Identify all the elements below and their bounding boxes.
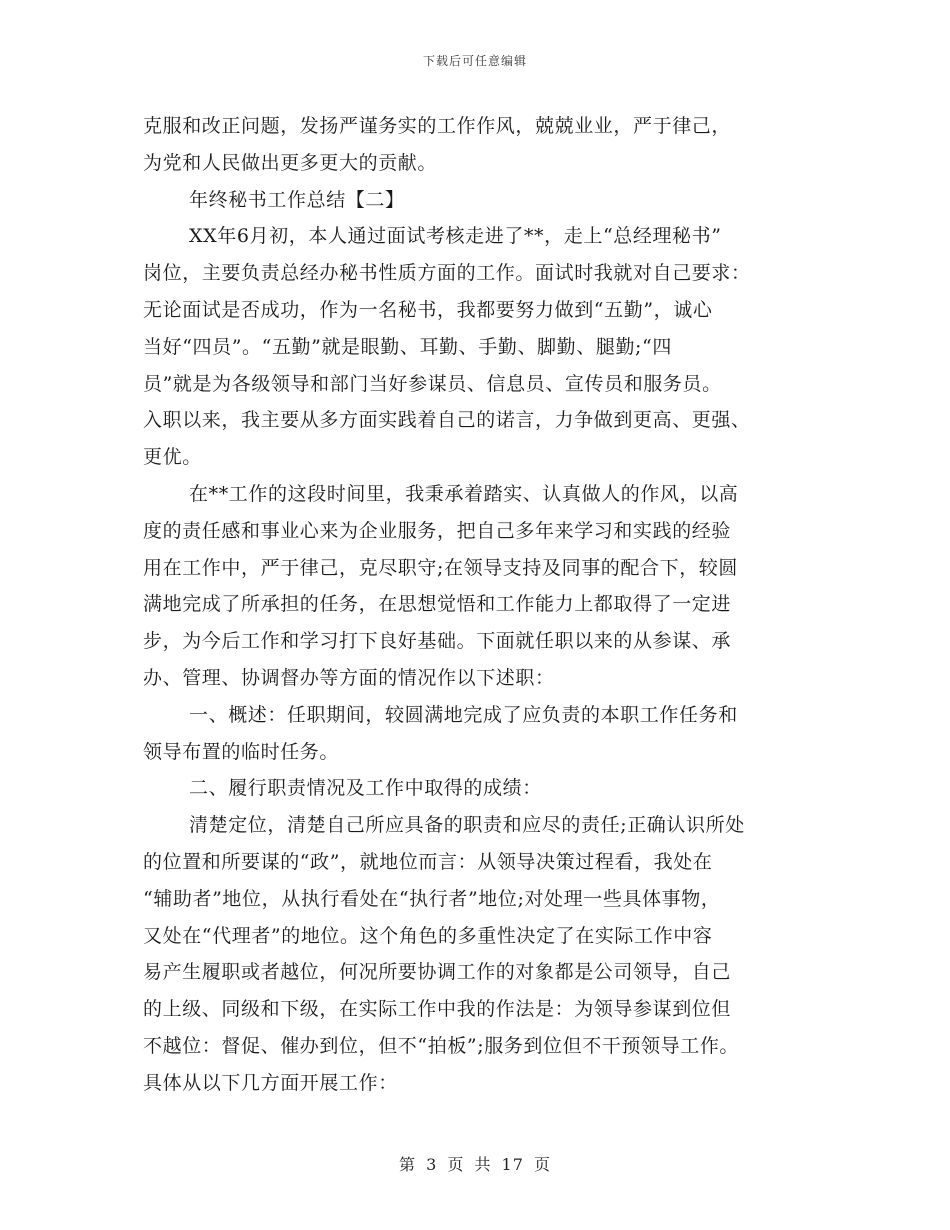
- text-line: “辅助者”地位，从执行看处在“执行者”地位;对处理一些具体事物，: [143, 887, 721, 910]
- text-line: 度的责任感和事业心来为企业服务，把自己多年来学习和实践的经验: [143, 519, 732, 542]
- text-line: 员”就是为各级领导和部门当好参谋员、信息员、宣传员和服务员。: [143, 372, 722, 395]
- text-line: 为党和人民做出更多更大的贡献。: [143, 151, 438, 174]
- text-line: 用在工作中，严于律己，克尽职守;在领导支持及同事的配合下，较圆: [143, 556, 739, 579]
- page-number: 第 3 页 共 17 页: [399, 1155, 551, 1174]
- text-line: 一、概述：任职期间，较圆满地完成了应负责的本职工作任务和: [189, 703, 738, 726]
- text-line: 在**工作的这段时间里，我秉承着踏实、认真做人的作风，以高: [189, 482, 739, 505]
- text-line: 易产生履职或者越位，何况所要协调工作的对象都是公司领导，自己: [143, 961, 732, 984]
- text-line: 克服和改正问题，发扬严谨务实的工作作风，兢兢业业，严于律己，: [143, 115, 732, 137]
- text-line: 无论面试是否成功，作为一名秘书，我都要努力做到“五勤”，诚心: [143, 298, 713, 321]
- document-body: [143, 108, 823, 1102]
- text-line: 步，为今后工作和学习打下良好基础。下面就任职以来的从参谋、承: [143, 630, 732, 653]
- text-line: 当好“四员”。“五勤”就是眼勤、耳勤、手勤、脚勤、腿勤;“四: [143, 335, 672, 358]
- text-line: 岗位，主要负责总经办秘书性质方面的工作。面试时我就对自己要求：: [143, 262, 751, 285]
- text-line: 入职以来，我主要从多方面实践着自己的诺言，力争做到更高、更强、: [143, 409, 751, 432]
- text-line: 不越位：督促、催办到位，但不“拍板”;服务到位但不干预领导工作。: [143, 1034, 740, 1057]
- text-line: 的上级、同级和下级，在实际工作中我的作法是：为领导参谋到位但: [143, 998, 732, 1021]
- text-line: 的位置和所要谋的“政”，就地位而言：从领导决策过程看，我处在: [143, 850, 713, 873]
- text-line: 清楚定位，清楚自己所应具备的职责和应尽的责任;正确认识所处: [189, 814, 745, 837]
- text-line: 办、管理、协调督办等方面的情况作以下述职：: [143, 666, 555, 689]
- text-line: 二、履行职责情况及工作中取得的成绩：: [189, 777, 542, 800]
- text-line: XX年6月初，本人通过面试考核走进了**，走上“总经理秘书”: [189, 225, 722, 248]
- text-line: 更优。: [143, 446, 202, 469]
- section-heading: 年终秘书工作总结【二】: [189, 188, 405, 211]
- text-line: 又处在“代理者”的地位。这个角色的多重性决定了在实际工作中容: [143, 924, 713, 947]
- text-line: 领导布置的临时任务。: [143, 740, 340, 763]
- page-header-note: 下载后可任意编辑: [422, 54, 527, 68]
- text-line: 具体从以下几方面开展工作：: [143, 1071, 398, 1094]
- text-line: 满地完成了所承担的任务，在思想觉悟和工作能力上都取得了一定进: [143, 593, 732, 616]
